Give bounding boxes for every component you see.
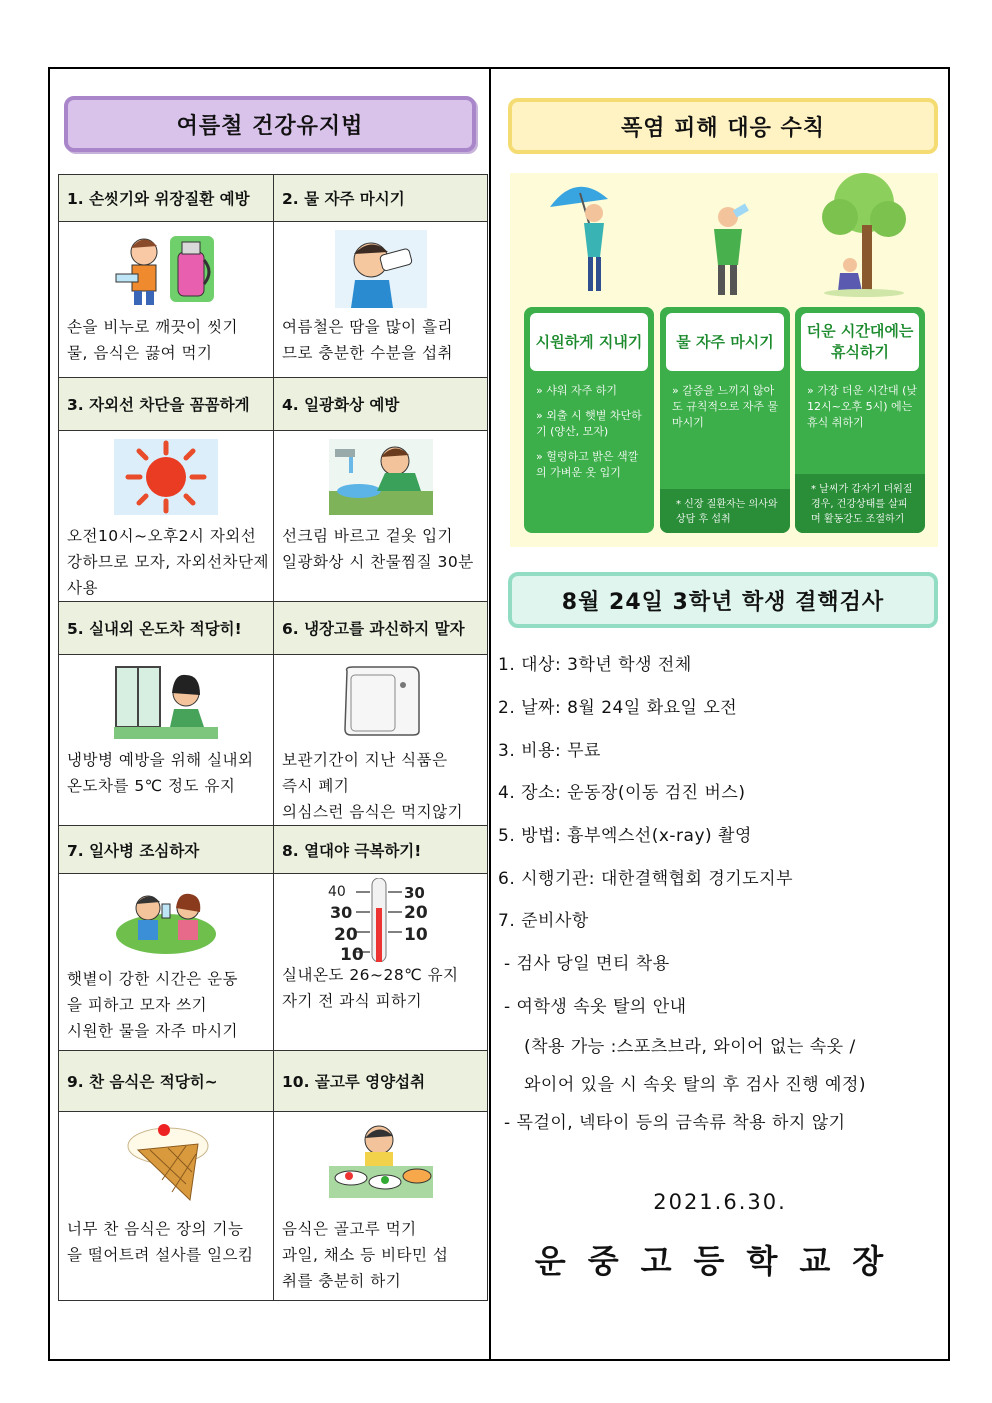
tip-text-line: 너무 찬 음식은 장의 기능 <box>67 1220 244 1238</box>
tip-heading: 8. 열대야 극복하기! <box>274 826 488 874</box>
tip-card-cool <box>524 307 654 533</box>
tip-text-line: 취를 충분히 하기 <box>282 1272 402 1290</box>
thermo-tick-label: 30 <box>329 903 352 922</box>
tb-item: 4. 장소: 운동장(이동 검진 버스) <box>498 783 746 803</box>
tip-cell <box>59 655 274 826</box>
thermometer-icon <box>326 878 436 962</box>
tip-text-line: 온도차를 5℃ 정도 유지 <box>67 777 236 795</box>
faucet-cooling-icon <box>329 439 433 515</box>
tip-text-line: 강하므로 모자, 자외선차단제 <box>67 553 269 571</box>
card-item: » 가장 더운 시간대 (낮 12시~오후 5시) 에는 휴식 취하기 <box>807 384 918 429</box>
tip-text-line: 음식은 골고루 먹기 <box>282 1220 417 1238</box>
umbrella-icon <box>550 187 608 207</box>
card-title: 시원하게 지내기 <box>530 313 648 371</box>
tip-text-line: 여름철은 땀을 많이 흘리 <box>282 318 454 336</box>
thermo-tick-label: 30 <box>403 884 425 902</box>
tip-text-line: 냉방병 예방을 위해 실내외 <box>67 751 254 769</box>
tip-text-line: 물, 음식은 끓여 먹기 <box>67 344 213 362</box>
tb-item: 5. 방법: 흉부엑스선(x-ray) 촬영 <box>498 826 752 846</box>
tip-text-line: 손을 비누로 깨끗이 씻기 <box>67 318 239 336</box>
tip-heading: 3. 자외선 차단을 꼼꼼하게 <box>59 378 274 431</box>
tip-text-line: 즉시 폐기 <box>282 777 350 795</box>
card-item: » 샤워 자주 하기 <box>536 384 617 397</box>
tip-cell <box>274 431 488 602</box>
tb-item: (착용 가능 :스포츠브라, 와이어 없는 속옷 / <box>524 1037 856 1057</box>
tip-text-line: 선크림 바르고 겉옷 입기 <box>282 527 454 545</box>
tip-heading: 4. 일광화상 예방 <box>274 378 488 431</box>
card-title: 더운 시간대에는 휴식하기 <box>801 313 919 371</box>
card-item: » 헐렁하고 밝은 색깔의 가벼운 옷 입기 <box>536 450 639 479</box>
tip-cell <box>274 874 488 1051</box>
tip-heading: 9. 찬 음식은 적당히~ <box>59 1051 274 1112</box>
tb-item: - 목걸이, 넥타이 등의 금속류 착용 하지 않기 <box>504 1113 846 1133</box>
tb-item: 와이어 있을 시 속옷 탈의 후 검사 진행 예정) <box>524 1075 867 1095</box>
tip-text-line: 의심스런 음식은 먹지않기 <box>282 803 464 821</box>
tb-item: - 검사 당일 면티 착용 <box>504 954 670 974</box>
health-tips-title: 여름철 건강유지법 <box>64 96 476 152</box>
tip-text-line: 을 피하고 모자 쓰기 <box>67 996 208 1014</box>
tip-heading: 2. 물 자주 마시기 <box>274 175 488 222</box>
tip-heading: 6. 냉장고를 과신하지 말자 <box>274 602 488 655</box>
card-note: * 신장 질환자는 의사와 상담 후 섭취 <box>660 489 790 533</box>
tip-text-line: 보관기간이 지난 식품은 <box>282 751 448 769</box>
tb-item: 3. 비용: 무료 <box>498 741 601 761</box>
issue-date: 2021.6.30. <box>653 1190 787 1214</box>
tb-item: 2. 날짜: 8월 24일 화요일 오전 <box>498 698 738 718</box>
heatstroke-kids-icon <box>114 882 218 958</box>
tip-heading: 7. 일사병 조심하자 <box>59 826 274 874</box>
handwash-icon <box>114 230 218 308</box>
heatwave-poster <box>510 173 938 547</box>
tip-heading: 1. 손씻기와 위장질환 예방 <box>59 175 274 222</box>
tip-card-water <box>660 307 790 533</box>
thermo-tick-label: 20 <box>403 903 428 923</box>
heatwave-illustration <box>510 173 938 307</box>
drinking-water-icon <box>335 230 427 308</box>
tb-item: 6. 시행기관: 대한결핵협회 경기도지부 <box>498 869 793 889</box>
tip-text-line: 므로 충분한 수분을 섭취 <box>282 344 454 362</box>
card-item: » 외출 시 햇볕 차단하기 (양산, 모자) <box>536 409 642 438</box>
tip-heading: 10. 골고루 영양섭취 <box>274 1051 488 1112</box>
tb-item: 7. 준비사항 <box>498 911 589 931</box>
tip-text-line: 실내온도 26~28℃ 유지 <box>282 966 459 984</box>
tip-cell <box>59 222 274 378</box>
tip-cell <box>59 1112 274 1301</box>
refrigerator-icon <box>329 663 433 739</box>
tip-cell <box>274 222 488 378</box>
tip-text-line: 오전10시~오후2시 자외선 <box>67 527 257 545</box>
tip-cell <box>59 431 274 602</box>
heatwave-title: 폭염 피해 대응 수칙 <box>508 98 938 154</box>
tip-cell <box>59 874 274 1051</box>
sun-icon <box>114 439 218 515</box>
tip-text-line: 일광화상 시 찬물찜질 30분 <box>282 553 474 571</box>
health-tips-table <box>58 174 488 1301</box>
thermo-tick-label: 40 <box>327 884 346 900</box>
card-item: » 갈증을 느끼지 않아도 규칙적으로 자주 물 마시기 <box>672 384 779 429</box>
thermo-tick-label: 10 <box>403 925 428 945</box>
tb-exam-title: 8월 24일 3학년 학생 결핵검사 <box>508 572 938 628</box>
thermo-tick-label: 20 <box>333 925 358 945</box>
card-title: 물 자주 마시기 <box>666 313 784 371</box>
tip-text-line: 사용 <box>67 579 98 597</box>
window-indoor-icon <box>114 663 218 739</box>
tip-text-line: 자기 전 과식 피하기 <box>282 992 423 1010</box>
tip-text-line: 시원한 물을 자주 마시기 <box>67 1022 239 1040</box>
tip-heading: 5. 실내외 온도차 적당히! <box>59 602 274 655</box>
column-divider <box>489 67 491 1361</box>
balanced-meal-icon <box>329 1120 433 1198</box>
tip-text-line: 햇볕이 강한 시간은 운동 <box>67 970 239 988</box>
tip-card-rest <box>795 307 925 533</box>
signer-name: 운중고등학교장 <box>534 1242 906 1280</box>
tb-item: 1. 대상: 3학년 학생 전체 <box>498 655 692 675</box>
thermo-tick-label: 10 <box>339 945 364 962</box>
tip-text-line: 과일, 채소 등 비타민 섭 <box>282 1246 449 1264</box>
card-note: * 날씨가 갑자기 더워질 경우, 건강상태를 살피며 활동강도 조절하기 <box>795 474 925 533</box>
ice-cream-icon <box>116 1120 216 1202</box>
tip-cell <box>274 655 488 826</box>
tb-item: - 여학생 속옷 탈의 안내 <box>504 997 687 1017</box>
tip-cell <box>274 1112 488 1301</box>
tip-text-line: 을 떨어트려 설사를 일으킴 <box>67 1246 254 1264</box>
